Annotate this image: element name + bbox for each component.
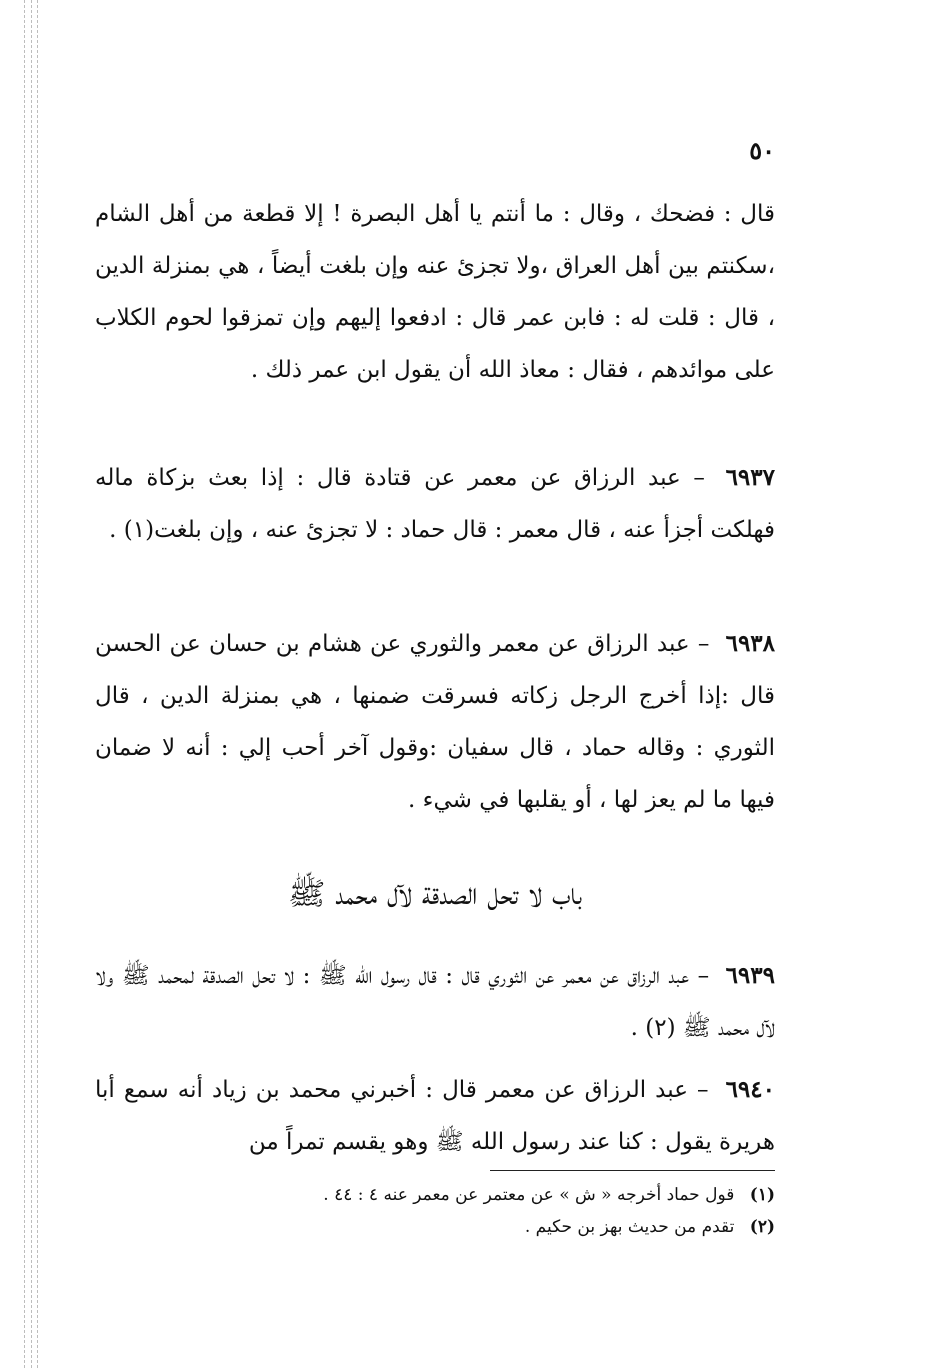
hadith-6939 (95, 950, 775, 1054)
paragraph-text: – عبد الرزاق عن معمر قال : أخبرني محمد بن زياد أنه سمع أبا هريرة يقول : كنا عند رسول الله ﷺ وهو يقسم تمراً من (95, 1077, 775, 1155)
page-number: ٥٠ (749, 136, 775, 165)
footnote-2 (95, 1212, 775, 1242)
paragraph-text: – عبد الرزاق عن معمر والثوري عن هشام بن حسان عن الحسن قال :إذا أخرج الرجل زكاته فسرقت ضمنها ، هي بمنزلة الدين ، قال الثوري : وقاله حماد ، قال سفيان :وقول آخر أحب إلي : أنه لا ضمان فيها ما لم يعز لها ، أو يقلبها في شيء . (95, 631, 775, 813)
footnote-divider (490, 1170, 775, 1171)
hadith-6938 (95, 618, 775, 826)
footnote-mark: (١) (749, 1185, 775, 1205)
paragraph-text: – عبد الرزاق عن معمر عن الثوري قال : قال رسول الله ﷺ : لا تحل الصدقة لمحمد ﷺ ولا لآل محمد ﷺ (٢) . (95, 963, 775, 1041)
left-margin-line-2 (31, 0, 32, 1368)
hadith-number: ٦٩٣٩ (725, 962, 775, 989)
hadith-6937 (95, 452, 775, 556)
left-margin-line-1 (24, 0, 25, 1368)
left-margin-line-3 (37, 0, 38, 1368)
footnote-1 (95, 1180, 775, 1210)
paragraph-text: – عبد الرزاق عن معمر عن قتادة قال : إذا بعث بزكاة ماله فهلكت أجزأ عنه ، قال معمر : قال حماد : لا تجزئ عنه ، وإن بلغت(١) . (95, 465, 775, 543)
hadith-number: ٦٩٣٧ (725, 464, 775, 491)
footnote-mark: (٢) (749, 1217, 775, 1237)
footnote-text: قول حماد أخرجه « ش » عن معتمر عن معمر عنه ٤ : ٤٤ . (323, 1185, 735, 1205)
hadith-number: ٦٩٣٨ (725, 630, 776, 657)
footnote-text: تقدم من حديث بهز بن حكيم . (524, 1217, 735, 1237)
hadith-6940 (95, 1064, 775, 1168)
paragraph-text: قال : فضحك ، وقال : ما أنتم يا أهل البصرة ! إلا قطعة من أهل الشام ،سكنتم بين أهل العراق ،ولا تجزئ عنه وإن بلغت أيضاً ، هي بمنزلة الدين ، قال : قلت له : فابن عمر قال : ادفعوا إليهم وإن تمزقوا لحوم الكلاب على موائدهم ، فقال : معاذ الله أن يقول ابن عمر ذلك . (95, 201, 775, 383)
paragraph-continuation (95, 188, 775, 396)
section-title: باب لا تحل الصدقة لآل محمد ﷺ (287, 876, 583, 912)
hadith-number: ٦٩٤٠ (725, 1076, 775, 1103)
